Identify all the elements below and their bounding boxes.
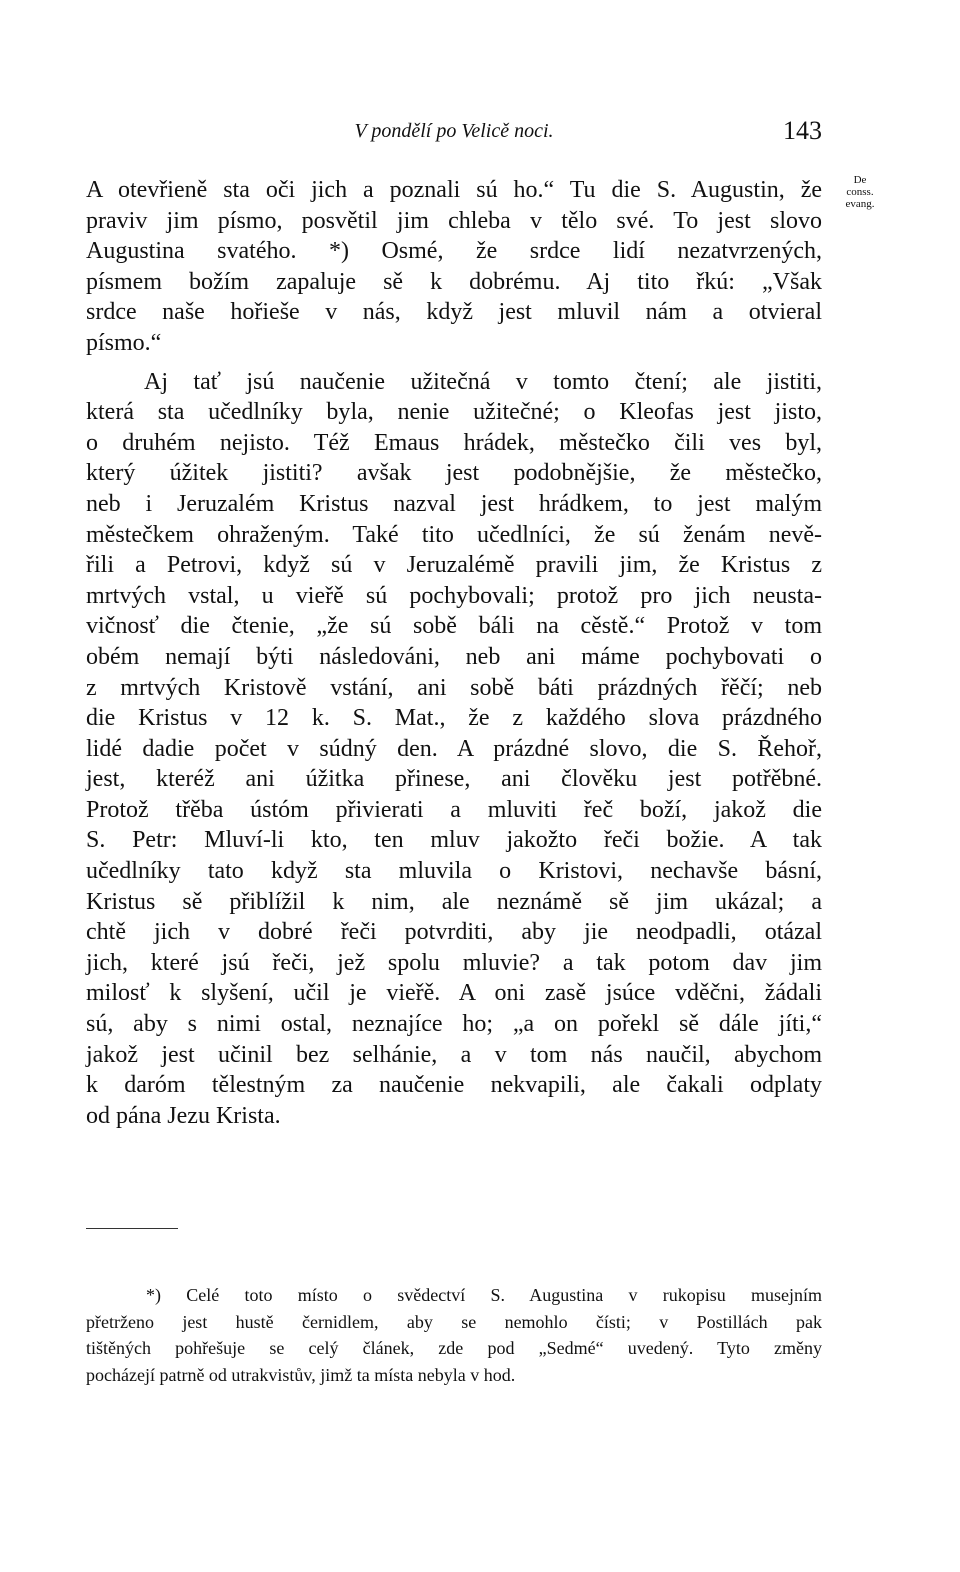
text-line: mrtvých vstal, u vieřě sú pochybovali; protož pro jich neusta- [86,582,822,609]
text-line: k daróm tělestným za naučenie nekvapili, ale čakali odplaty [86,1072,822,1099]
text-line: jakož jest učinil bez selhánie, a v tom nás naučil, abychom [86,1041,822,1068]
footnote-line: pocházejí patrně od utrakvistův, jimž ta místa nebyla v hod. [86,1364,516,1385]
text-line: která sta učedlníky byla, nenie užitečné; o Kleofas jest jisto, [86,399,822,426]
page-number: 143 [783,116,822,145]
text-line: o druhém nejisto. Též Emaus hrádek, městečko čili ves byl, [86,429,822,456]
page-header [86,116,822,150]
text-line: učedlníky tato když sta mluvila o Kristovi, nechavše básní, [86,858,822,885]
footnote-divider [86,1228,178,1229]
margin-note-line: De [853,174,867,186]
text-line: řili a Petrovi, když sú v Jeruzalémě pravili jim, že Kristus z [86,552,822,579]
text-line: jest, kteréž ani úžitka přinese, ani člověku jest potřěbné. [86,766,822,793]
text-line: z mrtvých Kristově vstání, ani sobě báti prázdných řěčí; neb [86,674,822,701]
text-line: jich, které jsú řeči, jež spolu mluvie? a tak potom dav jim [86,949,822,976]
margin-note-line: evang. [845,198,875,210]
text-line: chtě jich v dobré řeči potvrditi, aby jie neodpadli, otázal [86,919,822,946]
text-line: sú, aby s nimi ostal, neznajíce ho; „a on pořekl sě dále jíti,“ [86,1011,822,1038]
paragraph-2 [86,367,822,1132]
text-line: písmem božím zapaluje sě k dobrému. Aj tito řkú: „Však [86,268,822,295]
text-line: vičnosť die čtenie, „že sú sobě báli na cěstě.“ Protož v tom [86,613,822,640]
text-line: srdce naše hořieše v nás, když jest mluvil nám a otvieral [86,299,822,326]
text-line: Aj tať jsú naučenie užitečná v tomto čtení; ale jistiti, [144,368,822,395]
text-line: Protož třěba ústóm přivierati a mluviti řeč boží, jakož die [86,796,822,823]
text-line: lidé dadie počet v súdný den. A prázdné slovo, die S. Řehoř, [86,735,822,762]
footnote-line: tištěných pohřešuje se celý článek, zde pod „Sedmé“ uvedený. Tyto změny [86,1338,822,1358]
text-line: A otevřieně sta oči jich a poznali sú ho.“ Tu die S. Augustin, že [86,177,822,203]
text-line: neb i Jeruzalém Kristus nazval jest hrádkem, to jest malým [86,490,822,517]
footnote [86,1282,822,1388]
text-line: městečkem ohraženým. Také tito učedlníci, že sú ženám nevě- [86,521,822,548]
text-line: milosť k slyšení, učil je vieřě. A oni zasě jsúce vděčni, žádali [86,980,822,1007]
running-title: V pondělí po Velicě noci. [354,120,554,142]
footnote-line: *) Celé toto místo o svědectví S. Augustina v rukopisu musejním [146,1285,822,1305]
text-line: Kristus sě přiblížil k nim, ale neznámě sě jim ukázal; a [86,888,822,915]
text-line: od pána Jezu Krista. [86,1102,281,1129]
text-line: Augustina svatého. *) Osmé, že srdce lidí nezatvrzených, [86,238,822,265]
paragraph-1 [86,175,822,359]
text-line: který úžitek jistiti? avšak jest podobnějšie, že městečko, [86,460,822,487]
text-line: die Kristus v 12 k. S. Mat., že z každého slova prázdného [86,705,822,732]
text-line: obém nemají býti následováni, neb ani máme pochybovati o [86,643,822,670]
text-line: písmo.“ [86,329,162,356]
paragraph-gap [86,359,822,367]
margin-note-line: conss. [846,186,874,198]
text-line: S. Petr: Mluví-li kto, ten mluv jakožto řeči božie. A tak [86,827,822,854]
footnote-line: přetrženo jest hustě černidlem, aby se nemohlo čísti; v Postillách pak [86,1311,822,1332]
text-line: praviv jim písmo, posvětil jim chleba v tělo své. To jest slovo [86,207,822,234]
margin-note [830,174,890,210]
body-text [86,175,822,1131]
